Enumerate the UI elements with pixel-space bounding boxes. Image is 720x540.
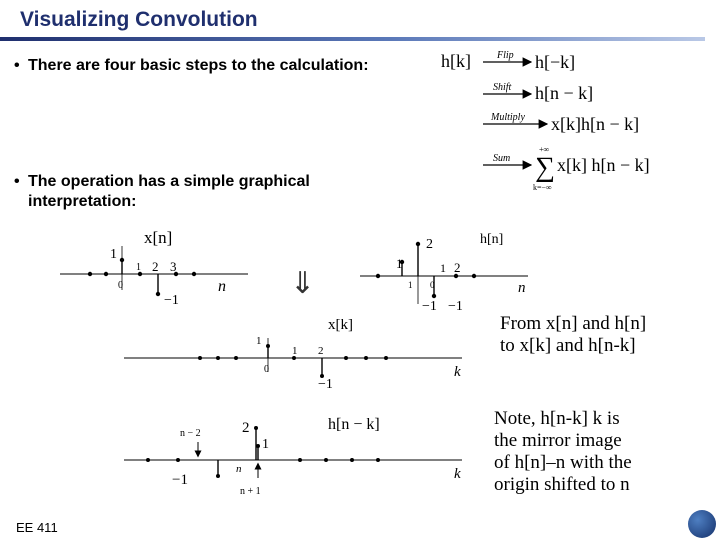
- sample-point: [192, 272, 196, 276]
- sample-point: [216, 474, 220, 478]
- note-line: origin shifted to n: [494, 474, 630, 495]
- tick-label: 2: [152, 259, 159, 274]
- bullet-graphical: [14, 172, 374, 212]
- axis-label: k: [454, 364, 461, 380]
- bullet-steps: [14, 56, 374, 76]
- sum-upper-limit: +∞: [539, 145, 550, 154]
- bullet-marker: •: [14, 57, 20, 74]
- sample-point: [146, 458, 150, 462]
- title-underline: [0, 37, 705, 41]
- step-flip-label: Flip: [497, 50, 514, 61]
- axis-label: n: [518, 280, 526, 296]
- tick-label: −1: [172, 472, 188, 488]
- tick-label: 1: [440, 261, 446, 275]
- sample-point: [324, 458, 328, 462]
- tick-label: −1: [318, 377, 333, 392]
- tick-label: 1: [110, 247, 117, 262]
- step-multiply-label: Multiply: [491, 112, 525, 123]
- sample-point: [234, 356, 238, 360]
- axis-label: n: [218, 278, 226, 295]
- sample-point: [376, 458, 380, 462]
- tick-label: −1: [448, 299, 463, 314]
- tick-label: n: [236, 463, 242, 475]
- sample-point: [176, 458, 180, 462]
- sigma-symbol: ∑: [535, 152, 555, 183]
- step-multiply-result: x[k]h[n − k]: [551, 114, 640, 134]
- tick-label: −1: [164, 293, 179, 308]
- tick-label: 1: [408, 280, 413, 290]
- sample-point: [104, 272, 108, 276]
- tick-label: 2: [318, 345, 324, 357]
- plot-label: h[n]: [480, 232, 504, 247]
- page-title: Visualizing Convolution: [20, 8, 258, 31]
- sum-lower-limit: k=−∞: [533, 183, 552, 192]
- sample-point: [350, 458, 354, 462]
- tick-label: 0: [264, 364, 269, 375]
- note-from: [500, 313, 646, 357]
- sample-point: [120, 258, 124, 262]
- tick-label: 1: [262, 437, 269, 452]
- bullet-text: The operation has a simple graphical interpretation:: [28, 173, 310, 210]
- step-shift-label: Shift: [493, 82, 512, 93]
- plot-label: h[n − k]: [328, 416, 380, 433]
- tick-label: 1: [292, 345, 298, 357]
- tick-label: −1: [422, 299, 437, 314]
- tick-label: 1: [256, 335, 262, 347]
- note-line: the mirror image: [494, 430, 622, 451]
- sample-point: [384, 356, 388, 360]
- plot-h-n: [358, 226, 538, 316]
- sample-point: [472, 274, 476, 278]
- footer-course: EE 411: [16, 520, 58, 535]
- note-line: of h[n]–n with the: [494, 452, 632, 473]
- sample-point: [298, 458, 302, 462]
- tick-label: 1: [396, 256, 403, 271]
- tick-label: n + 1: [240, 486, 261, 497]
- sample-point: [376, 274, 380, 278]
- plot-label: x[n]: [144, 228, 173, 247]
- steps-diagram: [435, 44, 705, 196]
- sample-point: [344, 356, 348, 360]
- note-line: Note, h[n-k] k is: [494, 408, 620, 429]
- sample-point: [364, 356, 368, 360]
- sample-point: [198, 356, 202, 360]
- tick-label: 2: [454, 260, 461, 275]
- sample-point: [416, 242, 420, 246]
- plot-x-n: [58, 226, 258, 312]
- note-mirror: [494, 408, 632, 496]
- sample-point: [254, 426, 258, 430]
- sample-point: [256, 444, 260, 448]
- step-shift-result: h[n − k]: [535, 83, 594, 103]
- step-sum-label: Sum: [493, 153, 511, 164]
- note-line: to x[k] and h[n-k]: [500, 335, 636, 356]
- sample-point: [432, 294, 436, 298]
- bullet-marker: •: [14, 173, 20, 190]
- plot-x-k: [122, 312, 472, 392]
- step-flip-result: h[−k]: [535, 52, 576, 72]
- tick-label: 0: [430, 280, 435, 290]
- tick-label: 2: [426, 237, 433, 252]
- down-arrow-icon: ⇓: [290, 266, 316, 301]
- tick-label: 3: [170, 259, 177, 274]
- plot-h-n-minus-k: [122, 404, 472, 500]
- sample-point: [216, 356, 220, 360]
- sample-point: [88, 272, 92, 276]
- step-sum-result: x[k] h[n − k]: [557, 155, 650, 175]
- tick-label: 1: [136, 262, 141, 273]
- university-logo-icon: [688, 510, 716, 538]
- bullet-text: There are four basic steps to the calculation:: [28, 57, 369, 74]
- tick-label: 0: [118, 280, 123, 291]
- axis-label: k: [454, 466, 461, 482]
- note-line: From x[n] and h[n]: [500, 313, 647, 334]
- step-start-expr: h[k]: [441, 51, 471, 71]
- plot-label: x[k]: [328, 317, 353, 333]
- tick-label: 2: [242, 420, 250, 436]
- tick-label: n − 2: [180, 428, 201, 439]
- sample-point: [266, 344, 270, 348]
- sample-point: [156, 292, 160, 296]
